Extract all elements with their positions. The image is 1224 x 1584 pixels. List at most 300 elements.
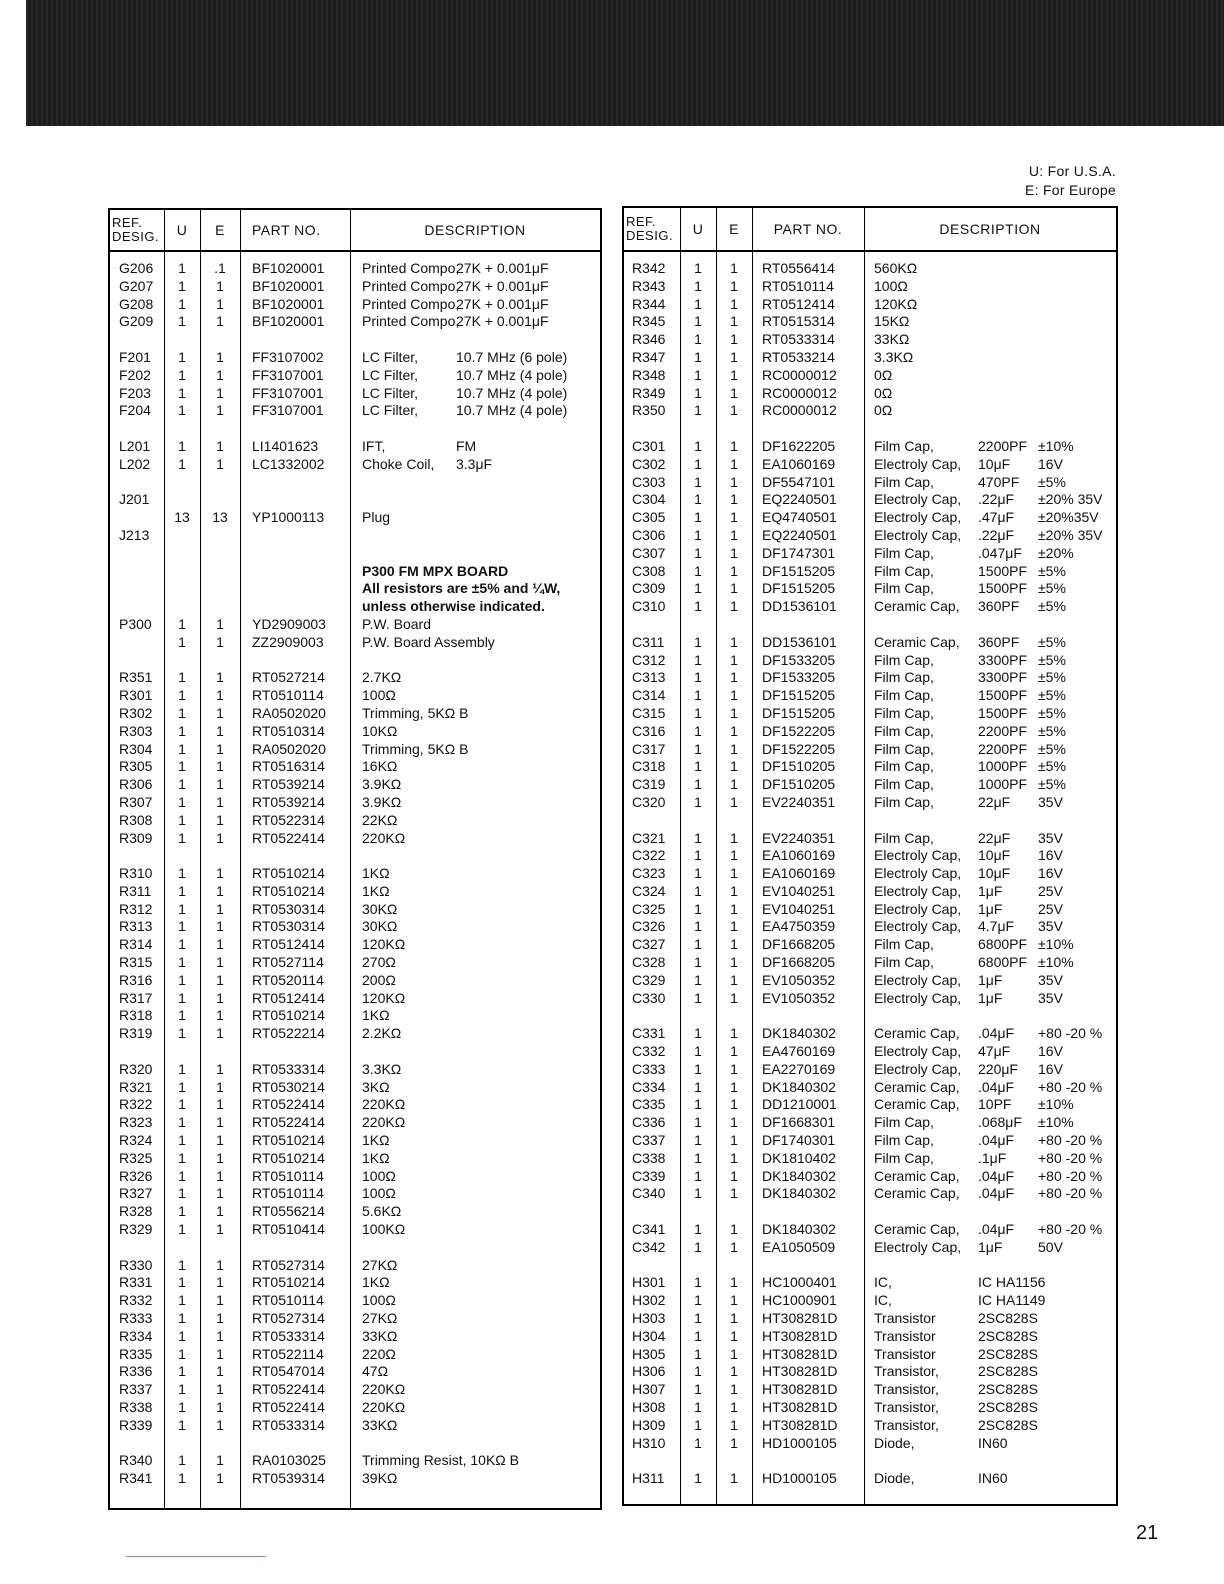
qty-usa: 1: [178, 1221, 186, 1238]
qty-europe: 1: [730, 331, 738, 348]
description: unless otherwise indicated.: [362, 598, 545, 615]
description-value: .04μF: [978, 1132, 1015, 1149]
part-number: DF1668301: [762, 1114, 836, 1131]
description: Film Cap,: [874, 1114, 934, 1131]
description-tolerance: +80 -20 %: [1038, 1149, 1103, 1166]
description: 220KΩ: [362, 1114, 406, 1131]
description: LC Filter,: [362, 366, 419, 383]
qty-usa: 1: [694, 758, 702, 775]
description: 120KΩ: [362, 989, 406, 1006]
qty-europe: 1: [216, 1078, 224, 1095]
row-spacer: [624, 812, 1116, 830]
qty-europe: 1: [730, 1434, 738, 1451]
qty-usa: 1: [694, 455, 702, 472]
ref-desig: R305: [119, 758, 153, 775]
qty-europe: 1: [216, 1327, 224, 1344]
table-row: [624, 438, 1116, 456]
qty-usa: 1: [694, 1167, 702, 1184]
description-tolerance: 25V: [1038, 900, 1063, 917]
ref-desig: R335: [119, 1345, 153, 1362]
part-number: HC1000401: [762, 1274, 837, 1291]
table-row: [624, 1346, 1116, 1364]
ref-desig: R340: [119, 1452, 153, 1469]
description: 270Ω: [362, 954, 396, 971]
description-value: .04μF: [978, 1025, 1015, 1042]
table-row: [110, 296, 600, 314]
qty-europe: 1: [216, 313, 224, 330]
qty-europe: 1: [730, 1167, 738, 1184]
ref-desig: C324: [632, 882, 666, 899]
ref-desig: R308: [119, 811, 153, 828]
qty-usa: 1: [694, 1025, 702, 1042]
part-number: RT0522414: [252, 1114, 325, 1131]
qty-usa: 1: [694, 1381, 702, 1398]
description: Ceramic Cap,: [874, 1185, 960, 1202]
qty-usa: 1: [178, 1203, 186, 1220]
part-number: YD2909003: [252, 615, 326, 632]
table-row: [110, 1168, 600, 1186]
ref-desig: H307: [632, 1381, 666, 1398]
qty-europe: 1: [730, 1132, 738, 1149]
ref-desig: C320: [632, 793, 666, 810]
qty-europe: 1: [730, 1345, 738, 1362]
qty-usa: 1: [178, 971, 186, 988]
description: Film Cap,: [874, 776, 934, 793]
part-number: RT0510214: [252, 1007, 325, 1024]
qty-europe: 1: [730, 936, 738, 953]
description-value: 1μF: [978, 882, 1003, 899]
description-tolerance: +80 -20 %: [1038, 1025, 1103, 1042]
page-number: 21: [1136, 1522, 1159, 1544]
ref-desig: R323: [119, 1114, 153, 1131]
ref-desig: R333: [119, 1310, 153, 1327]
description-tolerance: 35V: [1038, 971, 1063, 988]
description: Trimming, 5KΩ B: [362, 740, 469, 757]
part-number: RT0533314: [252, 1060, 325, 1077]
part-number: DF1668205: [762, 954, 836, 971]
qty-europe: 1: [730, 562, 738, 579]
table-row: [110, 936, 600, 954]
description: IC,: [874, 1292, 892, 1309]
description: IFT,: [362, 437, 386, 454]
qty-europe: 1: [730, 1381, 738, 1398]
header-ref-desig-right: [624, 208, 682, 250]
table-row: [110, 883, 600, 901]
part-number: EQ2240501: [762, 526, 837, 543]
description-value: 10.7 MHz (4 pole): [456, 402, 568, 419]
description: Film Cap,: [874, 722, 934, 739]
ref-desig: L201: [119, 437, 151, 454]
ref-desig: J201: [119, 491, 150, 508]
description-value: 10.7 MHz (6 pole): [456, 348, 568, 365]
description: Trimming, 5KΩ B: [362, 704, 469, 721]
table-row: [624, 1150, 1116, 1168]
description-value: 3300PF: [978, 669, 1028, 686]
qty-usa: 1: [694, 295, 702, 312]
description: Electroly Cap,: [874, 971, 962, 988]
qty-europe: 1: [730, 1114, 738, 1131]
part-number: HC1000901: [762, 1292, 837, 1309]
table-row: [624, 1185, 1116, 1203]
ref-desig: C312: [632, 651, 666, 668]
part-number: RT0533214: [762, 348, 835, 365]
qty-usa: 1: [694, 793, 702, 810]
qty-europe: 13: [212, 509, 228, 526]
qty-europe: 1: [216, 1203, 224, 1220]
description: Electroly Cap,: [874, 1043, 962, 1060]
part-number: HD1000105: [762, 1434, 837, 1451]
ref-desig: C333: [632, 1060, 666, 1077]
ref-desig: F202: [119, 366, 151, 383]
description: Transistor: [874, 1310, 936, 1327]
description-tolerance: 50V: [1038, 1238, 1063, 1255]
row-spacer: [110, 331, 600, 349]
ref-desig: C316: [632, 722, 666, 739]
qty-europe: 1: [216, 384, 224, 401]
description-tolerance: ±5%: [1038, 598, 1066, 615]
qty-europe: 1: [730, 971, 738, 988]
qty-usa: 1: [694, 437, 702, 454]
table-row: [110, 278, 600, 296]
part-number: DK1840302: [762, 1221, 836, 1238]
qty-europe: 1: [730, 669, 738, 686]
part-number: DF1747301: [762, 544, 836, 561]
part-number: RT0516314: [252, 758, 325, 775]
qty-usa: 1: [694, 669, 702, 686]
ref-desig: R347: [632, 348, 666, 365]
description-value: 27K + 0.001μF: [456, 277, 549, 294]
qty-europe: 1: [730, 633, 738, 650]
qty-usa: 1: [178, 1060, 186, 1077]
part-number: DF1740301: [762, 1132, 836, 1149]
part-number: EV2240351: [762, 793, 836, 810]
part-number: DF1515205: [762, 687, 836, 704]
table-row: [624, 1114, 1116, 1132]
qty-usa: 1: [178, 1327, 186, 1344]
qty-europe: 1: [730, 1096, 738, 1113]
qty-usa: 1: [178, 1470, 186, 1487]
description: 220KΩ: [362, 1381, 406, 1398]
part-number: BF1020001: [252, 277, 325, 294]
table-row: [110, 794, 600, 812]
qty-usa: 1: [178, 295, 186, 312]
qty-usa: 1: [694, 1060, 702, 1077]
table-row: [624, 1470, 1116, 1488]
ref-desig: C309: [632, 580, 666, 597]
qty-europe: 1: [216, 1007, 224, 1024]
table-row: [110, 669, 600, 687]
qty-europe: 1: [216, 669, 224, 686]
description: 120KΩ: [362, 936, 406, 953]
part-number: EA1060169: [762, 865, 836, 882]
description: Transistor,: [874, 1363, 939, 1380]
qty-europe: 1: [730, 1470, 738, 1487]
part-number: EA4760169: [762, 1043, 836, 1060]
ref-desig: R344: [632, 295, 666, 312]
part-number: RA0502020: [252, 740, 326, 757]
description: Electroly Cap,: [874, 1238, 962, 1255]
table-row: [624, 1363, 1116, 1381]
ref-desig: R332: [119, 1292, 153, 1309]
description-value: IN60: [978, 1470, 1008, 1487]
qty-europe: 1: [216, 1132, 224, 1149]
part-number: EV1040251: [762, 882, 836, 899]
table-row: [110, 1114, 600, 1132]
part-number: FF3107001: [252, 366, 324, 383]
row-spacer: [624, 616, 1116, 634]
table-row: [110, 367, 600, 385]
qty-europe: 1: [216, 1025, 224, 1042]
description-value: 1μF: [978, 900, 1003, 917]
description-value: 10PF: [978, 1096, 1012, 1113]
description: 27KΩ: [362, 1310, 398, 1327]
description-value: 470PF: [978, 473, 1020, 490]
table-row: [624, 1132, 1116, 1150]
ref-desig: C323: [632, 865, 666, 882]
qty-europe: 1: [730, 722, 738, 739]
header-description: DESCRIPTION: [424, 222, 526, 238]
right-table-body: [624, 260, 1116, 1488]
description-tolerance: ±5%: [1038, 758, 1066, 775]
row-spacer: [624, 420, 1116, 438]
description: 2.2KΩ: [362, 1025, 402, 1042]
qty-europe: 1: [730, 348, 738, 365]
table-row: [110, 687, 600, 705]
description: Ceramic Cap,: [874, 1221, 960, 1238]
qty-usa: 1: [178, 989, 186, 1006]
part-number: RT0510114: [252, 1292, 324, 1309]
description-value: 10.7 MHz (4 pole): [456, 366, 568, 383]
qty-usa: 13: [174, 509, 190, 526]
qty-europe: 1: [216, 936, 224, 953]
ref-desig: R317: [119, 989, 153, 1006]
description-value: 27K + 0.001μF: [456, 260, 549, 276]
ref-desig: R349: [632, 384, 666, 401]
header-ref-line1-right: REF.: [626, 214, 657, 229]
description: Film Cap,: [874, 651, 934, 668]
ref-desig: G209: [119, 313, 154, 330]
part-number: DK1840302: [762, 1167, 836, 1184]
part-number: RT0556214: [252, 1203, 325, 1220]
qty-usa: 1: [694, 598, 702, 615]
description: 0Ω: [874, 402, 893, 419]
qty-europe: 1: [730, 865, 738, 882]
table-row: [110, 1328, 600, 1346]
table-row: [624, 402, 1116, 420]
table-row: [624, 1381, 1116, 1399]
part-number: RT0510214: [252, 865, 325, 882]
ref-desig: R336: [119, 1363, 153, 1380]
description: 22KΩ: [362, 811, 398, 828]
ref-desig: G208: [119, 295, 154, 312]
ref-desig: L202: [119, 455, 151, 472]
description: 33KΩ: [362, 1327, 398, 1344]
ref-desig: R306: [119, 776, 153, 793]
description-tolerance: ±10%: [1038, 936, 1074, 953]
qty-europe: 1: [216, 633, 224, 650]
table-row: [624, 278, 1116, 296]
qty-usa: 1: [694, 402, 702, 419]
description: 200Ω: [362, 971, 396, 988]
table-row: [624, 1239, 1116, 1257]
part-number: RT0512414: [252, 936, 325, 953]
description-value: 2SC828S: [978, 1345, 1038, 1362]
description-value: IC HA1156: [978, 1274, 1046, 1291]
description-tolerance: ±5%: [1038, 704, 1066, 721]
part-number: DF1522205: [762, 740, 836, 757]
qty-europe: 1: [730, 704, 738, 721]
description: 220KΩ: [362, 1096, 406, 1113]
qty-europe: 1: [730, 687, 738, 704]
description-tolerance: 35V: [1038, 989, 1063, 1006]
description: LC Filter,: [362, 348, 419, 365]
ref-desig: C327: [632, 936, 666, 953]
table-row: [110, 1452, 600, 1470]
description: Film Cap,: [874, 687, 934, 704]
qty-europe: 1: [216, 402, 224, 419]
qty-usa: 1: [694, 954, 702, 971]
description-value: .22μF: [978, 526, 1015, 543]
ref-desig: H311: [632, 1470, 665, 1487]
description: Film Cap,: [874, 669, 934, 686]
part-number: RT0527314: [252, 1256, 325, 1273]
table-row: [624, 687, 1116, 705]
table-row: [110, 509, 600, 527]
qty-europe: 1: [216, 1256, 224, 1273]
qty-europe: 1: [216, 989, 224, 1006]
qty-europe: 1: [216, 811, 224, 828]
description-tolerance: ±5%: [1038, 687, 1066, 704]
part-number: DF1515205: [762, 580, 836, 597]
ref-desig: R309: [119, 829, 153, 846]
qty-usa: 1: [178, 811, 186, 828]
description-value: .1μF: [978, 1149, 1007, 1166]
ref-desig: R341: [119, 1470, 153, 1487]
description-tolerance: 16V: [1038, 1043, 1063, 1060]
ref-desig: C342: [632, 1238, 666, 1255]
qty-europe: 1: [216, 971, 224, 988]
description: 0Ω: [874, 384, 893, 401]
qty-usa: 1: [694, 776, 702, 793]
qty-usa: 1: [694, 971, 702, 988]
description: Electroly Cap,: [874, 865, 962, 882]
description: 1KΩ: [362, 1132, 390, 1149]
ref-desig: R301: [119, 687, 153, 704]
description: Trimming Resist, 10KΩ B: [362, 1452, 519, 1469]
description-value: 1500PF: [978, 562, 1028, 579]
description: Film Cap,: [874, 740, 934, 757]
table-row: [110, 1132, 600, 1150]
table-row: [110, 776, 600, 794]
ref-desig: R312: [119, 900, 153, 917]
qty-europe: 1: [216, 882, 224, 899]
description: 3.3KΩ: [362, 1060, 402, 1077]
qty-usa: 1: [694, 651, 702, 668]
part-number: HT308281D: [762, 1345, 838, 1362]
qty-usa: 1: [178, 1310, 186, 1327]
part-number: BF1020001: [252, 260, 325, 276]
description-tolerance: ±5%: [1038, 669, 1066, 686]
ref-desig: F204: [119, 402, 151, 419]
qty-usa: 1: [178, 1025, 186, 1042]
table-row: [624, 474, 1116, 492]
row-spacer: [110, 1239, 600, 1257]
description: Choke Coil,: [362, 455, 435, 472]
header-ref-line2-right: DESIG.: [626, 228, 674, 243]
qty-europe: 1: [216, 1399, 224, 1415]
qty-usa: 1: [694, 1470, 702, 1487]
qty-usa: 1: [178, 1345, 186, 1362]
description-tolerance: ±10%: [1038, 1096, 1074, 1113]
qty-usa: 1: [178, 1149, 186, 1166]
ref-desig: R303: [119, 722, 153, 739]
part-number: RT0527314: [252, 1310, 325, 1327]
qty-europe: 1: [730, 1292, 738, 1309]
qty-europe: 1: [730, 509, 738, 526]
description: 39KΩ: [362, 1470, 398, 1487]
description: 2.7KΩ: [362, 669, 402, 686]
part-number: RC0000012: [762, 402, 837, 419]
description: Film Cap,: [874, 758, 934, 775]
row-spacer: [110, 1043, 600, 1061]
table-row: [624, 901, 1116, 919]
description: 27KΩ: [362, 1256, 398, 1273]
part-number: RT0522314: [252, 811, 325, 828]
ref-desig: R348: [632, 366, 666, 383]
description: Electroly Cap,: [874, 1060, 962, 1077]
qty-usa: 1: [694, 491, 702, 508]
ref-desig: R329: [119, 1221, 153, 1238]
qty-europe: 1: [216, 437, 224, 454]
table-row: [110, 313, 600, 331]
qty-europe: 1: [730, 900, 738, 917]
description-value: 1500PF: [978, 687, 1028, 704]
table-row: [624, 918, 1116, 936]
description-value: 1500PF: [978, 580, 1028, 597]
description-value: 47μF: [978, 1043, 1011, 1060]
part-number: RT0510114: [252, 1185, 324, 1202]
description-value: 2SC828S: [978, 1327, 1038, 1344]
qty-usa: 1: [178, 402, 186, 419]
description: Plug: [362, 509, 391, 526]
ref-desig: C304: [632, 491, 666, 508]
description-value: .04μF: [978, 1078, 1015, 1095]
qty-usa: 1: [178, 1185, 186, 1202]
part-number: LC1332002: [252, 455, 325, 472]
description: Film Cap,: [874, 437, 934, 454]
description: Transistor: [874, 1327, 936, 1344]
description-tolerance: ±10%: [1038, 437, 1074, 454]
description: 120KΩ: [874, 295, 918, 312]
part-number: RT0522414: [252, 1096, 325, 1113]
table-row: [110, 1096, 600, 1114]
table-row: [624, 1435, 1116, 1453]
table-row: [624, 385, 1116, 403]
description-value: 10.7 MHz (4 pole): [456, 384, 568, 401]
qty-usa: 1: [178, 704, 186, 721]
table-row: [110, 1221, 600, 1239]
qty-europe: 1: [216, 900, 224, 917]
description: P.W. Board Assembly: [362, 633, 495, 650]
ref-desig: C340: [632, 1185, 666, 1202]
ref-desig: C307: [632, 544, 666, 561]
part-number: RT0533314: [762, 331, 835, 348]
table-row: [624, 669, 1116, 687]
qty-usa: 1: [178, 758, 186, 775]
qty-usa: 1: [178, 918, 186, 935]
description-value: 10μF: [978, 865, 1011, 882]
qty-europe: 1: [216, 954, 224, 971]
